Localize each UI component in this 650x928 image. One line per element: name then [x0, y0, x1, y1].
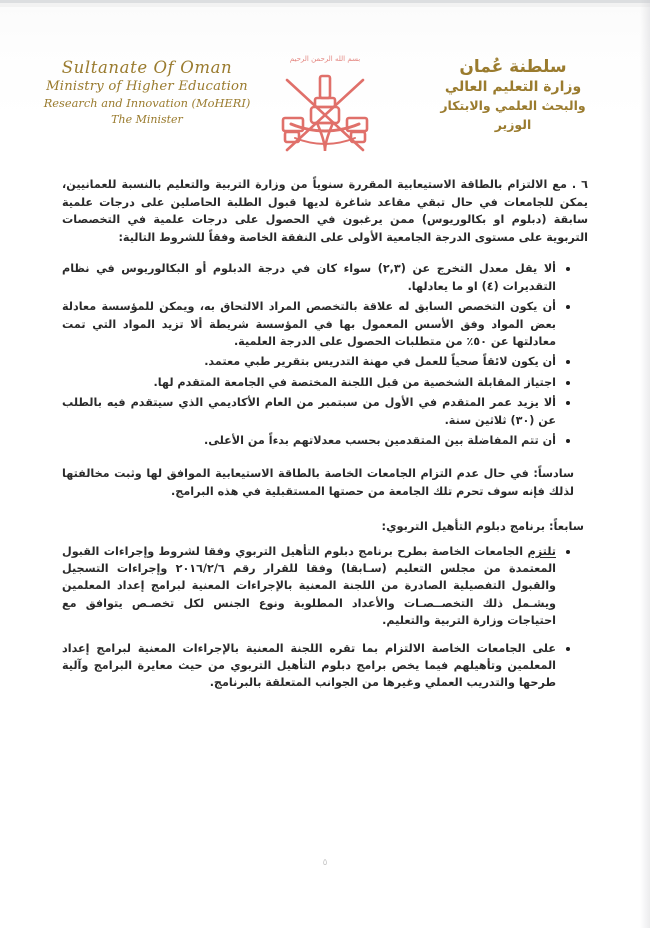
- conditions-list: [62, 260, 588, 449]
- page-number: ٥: [322, 858, 328, 868]
- letterhead-en-line3: Research and Innovation (MoHERI): [43, 96, 251, 110]
- letterhead-en-line1: Sultanate Of Oman: [61, 58, 233, 77]
- list-item: اجتياز المقابلة الشخصية من قبل اللجنة المختصة في الجامعة المتقدم لها.: [62, 374, 570, 391]
- list-item: أن يكون لائقاً صحياً للعمل في مهنة التدريس بتقرير طبي معتمد.: [62, 353, 570, 370]
- section-seven-list: [62, 543, 588, 692]
- letterhead-ar-line2: وزارة التعليم العالي: [444, 79, 582, 95]
- oman-national-emblem-khanjar-icon: [269, 54, 381, 170]
- section-seven-heading: سابعاً: برنامج دبلوم التأهيل التربوي:: [381, 518, 584, 533]
- letterhead-arabic: [398, 56, 628, 134]
- list-item: أن يكون التخصص السابق له علاقة بالتخصص المراد الالتحاق به، ويمكن للمؤسسة معادلة بعض المواد وفق الأسس المعمول بها في المؤسسة شريطة ألا تزيد المواد التي تمت معادلتها عن ٥٠٪ من متطلبات الحصول على الدرجة العلمية.: [62, 298, 570, 350]
- letterhead-en-line4: The Minister: [111, 113, 183, 126]
- letterhead: [0, 52, 650, 172]
- list-item: على الجامعات الخاصة الالتزام بما تقره اللجنة المعنية بالإجراءات المعنية لبرامج إعداد المعلمين وتأهيلهم فيما يخص برامج دبلوم التأهيل التربوي من حيث معايرة البرامج وآلية طرحها والتدريب العملي وغيرها من الجوانب المتعلقة بالبرنامج.: [62, 640, 570, 692]
- letterhead-ar-line3: والبحث العلمي والابتكار: [440, 98, 586, 113]
- letterhead-en-line2: Ministry of Higher Education: [46, 79, 248, 94]
- clause-six-paragraph: سادساً: في حال عدم التزام الجامعات الخاصة بالطاقة الاستيعابية الموافق لها وثبت مخالفتها لذلك فإنه سوف تحرم تلك الجامعة من حصتها المستقبلية في هذه البرامج.: [62, 467, 574, 499]
- letterhead-english: [28, 58, 266, 128]
- letterhead-ar-line4: الوزير: [494, 117, 532, 132]
- list-item: أن تتم المفاضلة بين المتقدمين بحسب معدلاتهم بدءاً من الأعلى.: [62, 432, 570, 449]
- list-item: ألا يزيد عمر المتقدم في الأول من سبتمبر من العام الأكاديمي الذي سيتقدم فيه بالطلب عن (٣٠) ثلاثين سنة.: [62, 394, 570, 429]
- document-body: [62, 176, 588, 702]
- list-item: تلتزم الجامعات الخاصة بطرح برنامج دبلوم التأهيل التربوي وفقا لشروط وإجراءات القبول المعتمدة من مجلس التعليم (سـابقا) وفقا للقرار رقم ٢٠١٦/٢/٦ وإجراءات التسجيل والقبول التفصيلية الصادرة من اللجنة المعنية بالإجراءات المعنية لبرامج إعداد المعلمين ويشـمل ذلك التخصــصـات والأعداد المطلوبة ونوع الجنس لكل تخصـص يتوافق مع احتياجات وزارة التربية والتعليم.: [62, 543, 570, 630]
- letterhead-ar-line1: سلطنة عُمان: [459, 57, 567, 77]
- basmala-text: بسم الله الرحمن الرحيم: [289, 55, 361, 63]
- intro-paragraph: ٦ . مع الالتزام بالطاقة الاستيعابية المقررة سنوياً من وزارة التربية والتعليم بالنسبة للعمانيين، يمكن للجامعات في حال تبقي مقاعد شاغرة لديها قبول الطلبة الحاصلين على درجات علمية سابقة (دبلوم او بكالوريوس) ممن يرغبون في الحصول على درجات علمية في التخصصات التربوية على مستوى الدرجة الجامعية الأولى على النفقة الخاصة وفقاً للشروط التالية:: [62, 178, 588, 244]
- list-item: ألا يقل معدل التخرج عن (٢,٣) سواء كان في درجة الدبلوم أو البكالوريوس في نظام التقديرات (٤) او ما يعادلها.: [62, 260, 570, 295]
- underlined-keyword: تلتزم: [527, 544, 556, 558]
